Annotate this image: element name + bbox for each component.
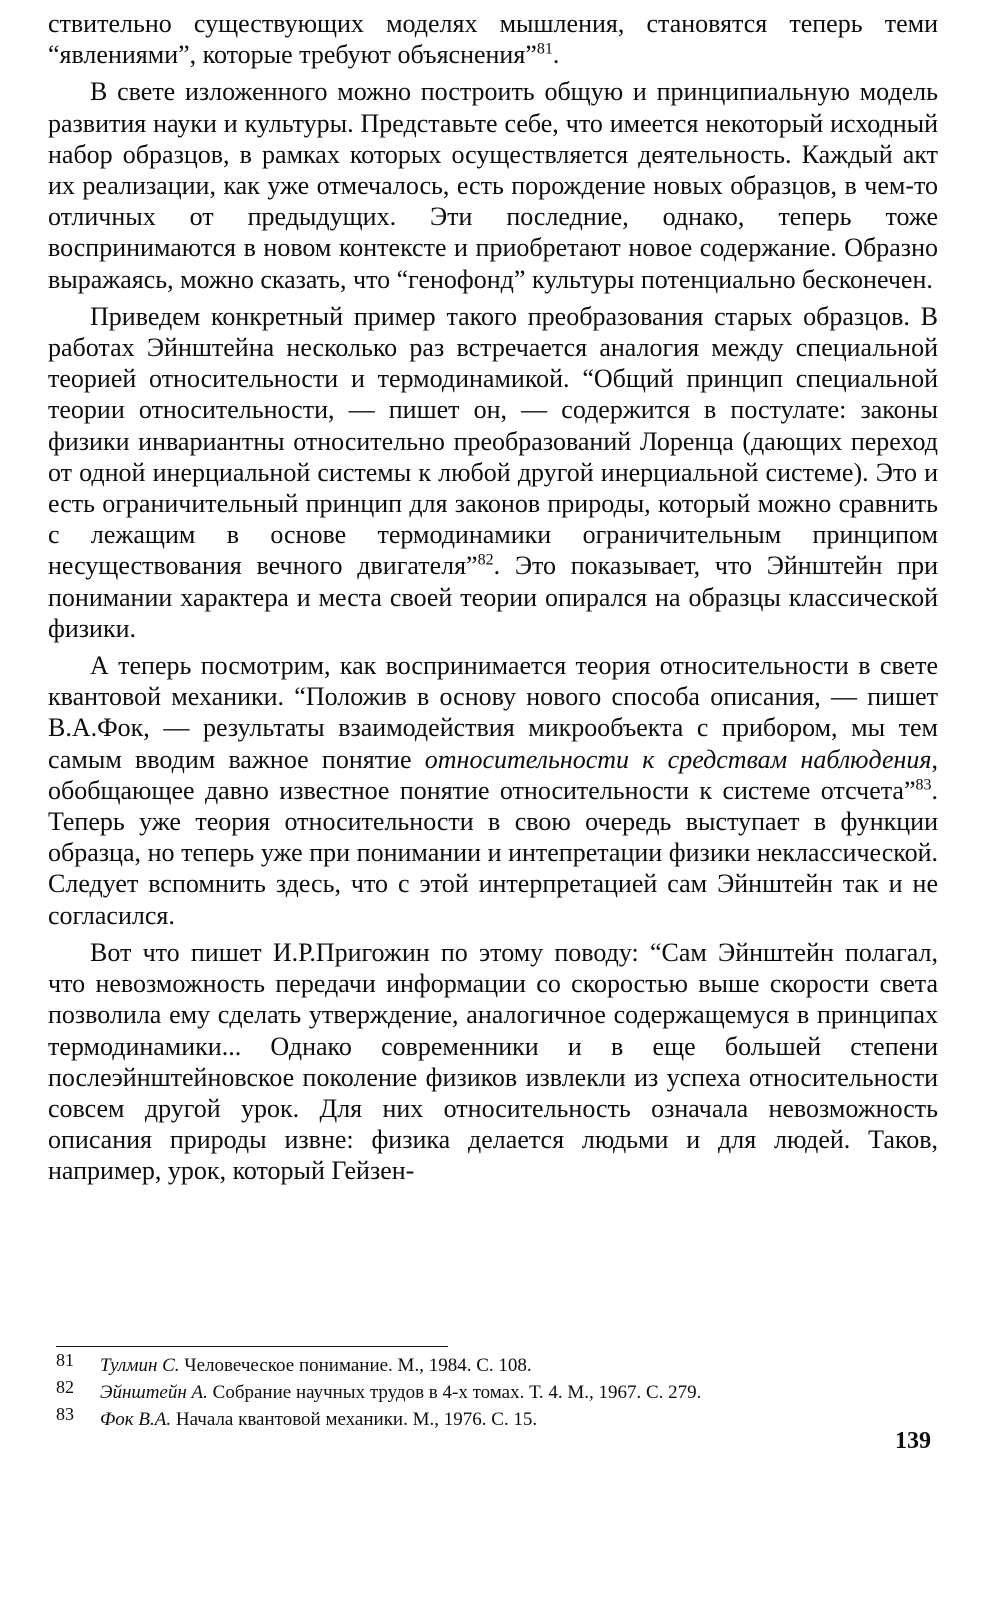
- footnote-number: 81: [56, 1350, 74, 1370]
- footnote: [56, 1406, 936, 1433]
- footnote-author: Тулмин С.: [100, 1355, 180, 1376]
- footnote-ref: 83: [915, 776, 932, 794]
- page-number: 139: [895, 1428, 931, 1454]
- footnote-ref: 82: [477, 551, 494, 569]
- text-run: . Теперь уже теория относительности в свою очередь выступает в функции образца, но теперь уже при понимании и интепретации физики неклассической. Следует вспомнить здесь, что с этой интерпретацией сам Эйнштейн так и не согласился.: [48, 775, 938, 930]
- paragraph: [48, 76, 938, 294]
- text-run: .: [552, 40, 560, 70]
- text-run: Вот что пишет И.Р.Пригожин по этому поводу: “Сам Эйнштейн полагал, что невозможность передачи информации со скоростью выше скорости света позволила ему сделать утверждение, аналогичное содержащемуся в принципах термодинамики... Однако современники и в еще большей степени послеэйнштейновское поколение физиков извлекли из успеха относительности совсем другой урок. Для них относительность означала невозможность описания природы извне: физика делается людьми и для людей. Таков, например, урок, который Гейзен-: [48, 937, 938, 1186]
- footnote: [56, 1379, 936, 1406]
- footnote-number: 83: [56, 1404, 74, 1424]
- text-run: , обобщающее давно известное понятие относительности к системе отсчета”: [48, 744, 938, 805]
- paragraph: [48, 8, 938, 70]
- text-run: А теперь посмотрим, как воспринимается теория относительности в свете квантовой механики. “Положив в основу нового способа описания, — пишет В.А.Фок, — результаты взаимодействия микрообъекта с прибором, мы тем самым вводим важное понятие: [48, 651, 938, 774]
- footnote: [56, 1352, 936, 1379]
- text-run: ствительно существующих моделях мышления, становятся теперь теми “явлениями”, которые требуют объяснения”: [48, 9, 938, 70]
- footnote-text: Начала квантовой механики. М., 1976. С. 15.: [171, 1409, 538, 1430]
- footnote-author: Фок В.А.: [100, 1409, 172, 1430]
- footnote-author: Эйнштейн А.: [100, 1382, 208, 1403]
- emphasis-text: относительности к средствам наблюдения: [424, 744, 932, 774]
- text-run: . Это показывает, что Эйнштейн при понимании характера и места своей теории опирался на образцы классической физики.: [48, 551, 939, 643]
- paragraph: [48, 650, 938, 931]
- text-run: Приведем конкретный пример такого преобразования старых образцов. В работах Эйнштейна несколько раз встречается аналогия между специальной теорией относительности и термодинамикой. “Общий принцип специальной теории относительности, — пишет он, — содержится в постулате: законы физики инвариантны относительно преобразований Лоренца (дающих переход от одной инерциальной системы к любой другой инерциальной системе). Это и есть ограничительный принцип для законов природы, который можно сравнить с лежащим в основе термодинамики ограничительным принципом несуществования вечного двигателя”: [48, 301, 938, 581]
- text-run: В свете изложенного можно построить общую и принципиальную модель развития науки и культуры. Представьте себе, что имеется некоторый исходный набор образцов, в рамках которых осуществляется деятельность. Каждый акт их реализации, как уже отмечалось, есть порождение новых образцов, в чем-то отличных от предыдущих. Эти последние, однако, теперь тоже воспринимаются в новом контексте и приобретают новое содержание. Образно выражаясь, можно сказать, что “генофонд” культуры потенциально бесконечен.: [48, 77, 938, 294]
- paragraph: [48, 301, 938, 644]
- footnote-text: Человеческое понимание. М., 1984. С. 108.: [179, 1355, 532, 1376]
- footnote-divider: [56, 1346, 448, 1347]
- footnote-text: Собрание научных трудов в 4-х томах. Т. 4. М., 1967. С. 279.: [207, 1382, 702, 1403]
- footnotes: [56, 1352, 936, 1433]
- footnote-number: 82: [56, 1377, 74, 1397]
- footnote-ref: 81: [536, 40, 553, 58]
- main-text: [48, 8, 938, 1187]
- paragraph: [48, 937, 938, 1187]
